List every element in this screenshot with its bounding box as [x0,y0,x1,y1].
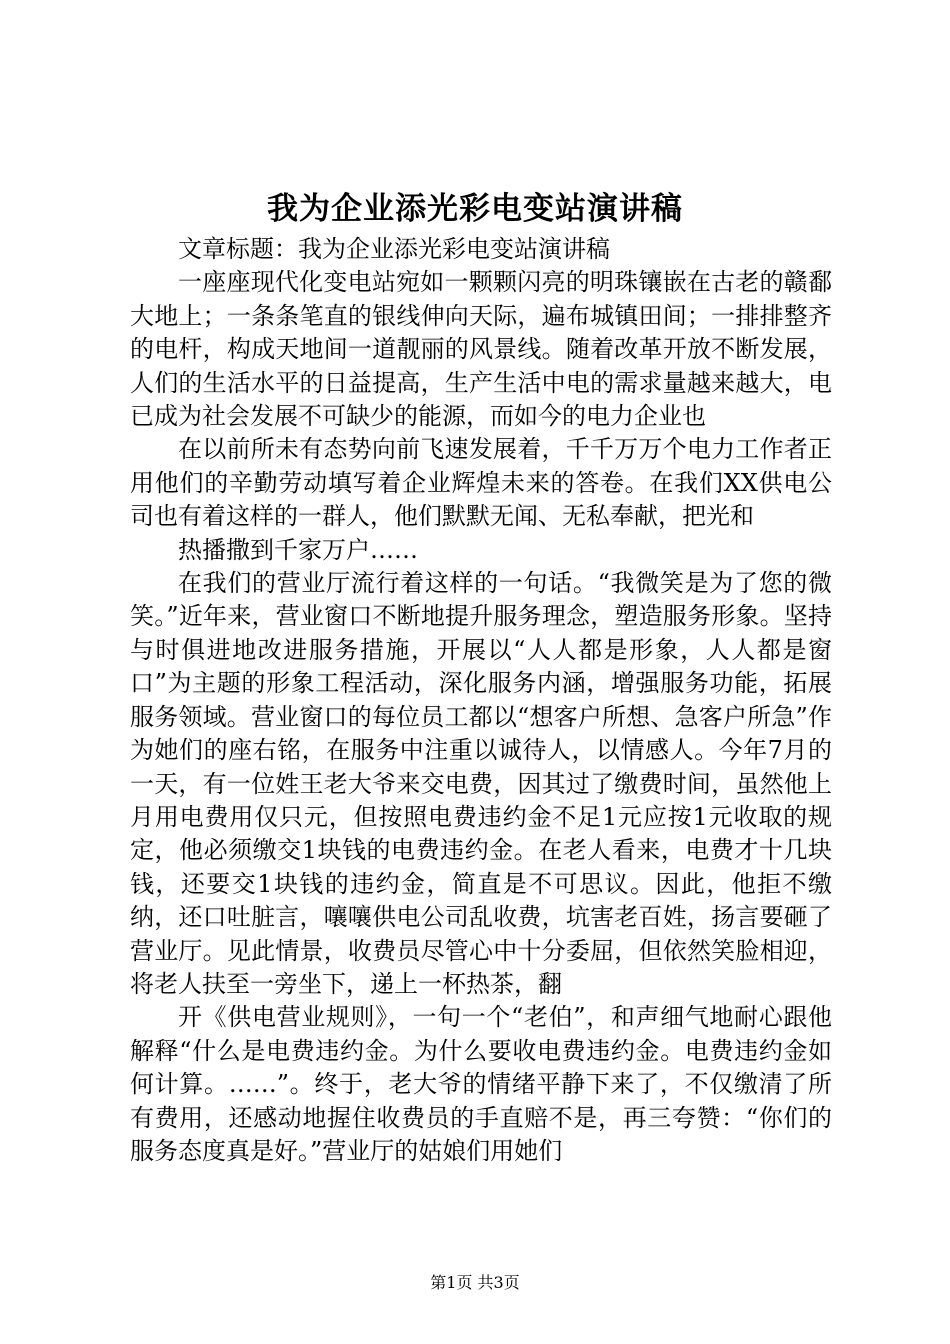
paragraph: 在以前所未有态势向前飞速发展着，千千万万个电力工作者正用他们的辛勤劳动填写着企业辉煌未来的答卷。在我们XX供电公司也有着这样的一群人，他们默默无闻、无私奉献，把光和 [130,435,832,531]
paragraph-article-title: 文章标题：我为企业添光彩电变站演讲稿 [178,235,610,263]
paragraph: 热播撒到千家万户…… [178,535,418,564]
document-title: 我为企业添光彩电变站演讲稿 [267,191,683,227]
document-body [130,233,832,1168]
paragraph: 开《供电营业规则》，一句一个“老伯”，和声细气地耐心跟他解释“什么是电费违约金。为什么要收电费违约金。电费违约金如何计算。……”。终于，老大爷的情绪平静下来了，不仅缴清了所有费用，还感动地握住收费员的手直赔不是，再三夸赞：“你们的服务态度真是好。”营业厅的姑娘们用她们 [130,1003,832,1165]
page-footer [0,1272,950,1294]
page-number: 第1页 共3页 [430,1273,520,1292]
paragraph: 一座座现代化变电站宛如一颗颗闪亮的明珠镶嵌在古老的赣鄱大地上；一条条笔直的银线伸向天际，遍布城镇田间；一排排整齐的电杆，构成天地间一道靓丽的风景线。随着改革开放不断发展，人们的生活水平的日益提高，生产生活中电的需求量越来越大，电已成为社会发展不可缺少的能源，而如今的电力企业也 [130,268,832,431]
paragraph: 在我们的营业厅流行着这样的一句话。“我微笑是为了您的微笑。”近年来，营业窗口不断地提升服务理念，塑造服务形象。坚持与时俱进地改进服务措施，开展以“人人都是形象，人人都是窗口”为主题的形象工程活动，深化服务内涵，增强服务功能，拓展服务领域。营业窗口的每位员工都以“想客户所想、急客户所急”作为她们的座右铭，在服务中注重以诚待人，以情感人。今年7月的一天，有一位姓王老大爷来交电费，因其过了缴费时间，虽然他上月用电费用仅只元，但按照电费违约金不足1元应按1元收取的规定，他必须缴交1块钱的电费违约金。在老人看来，电费才十几块钱，还要交1块钱的违约金，简直是不可思议。因此，他拒不缴纳，还口吐脏言，嚷嚷供电公司乱收费，坑害老百姓，扬言要砸了营业厅。见此情景，收费员尽管心中十分委屈，但依然笑脸相迎，将老人扶至一旁坐下，递上一杯热茶，翻 [130,569,832,998]
